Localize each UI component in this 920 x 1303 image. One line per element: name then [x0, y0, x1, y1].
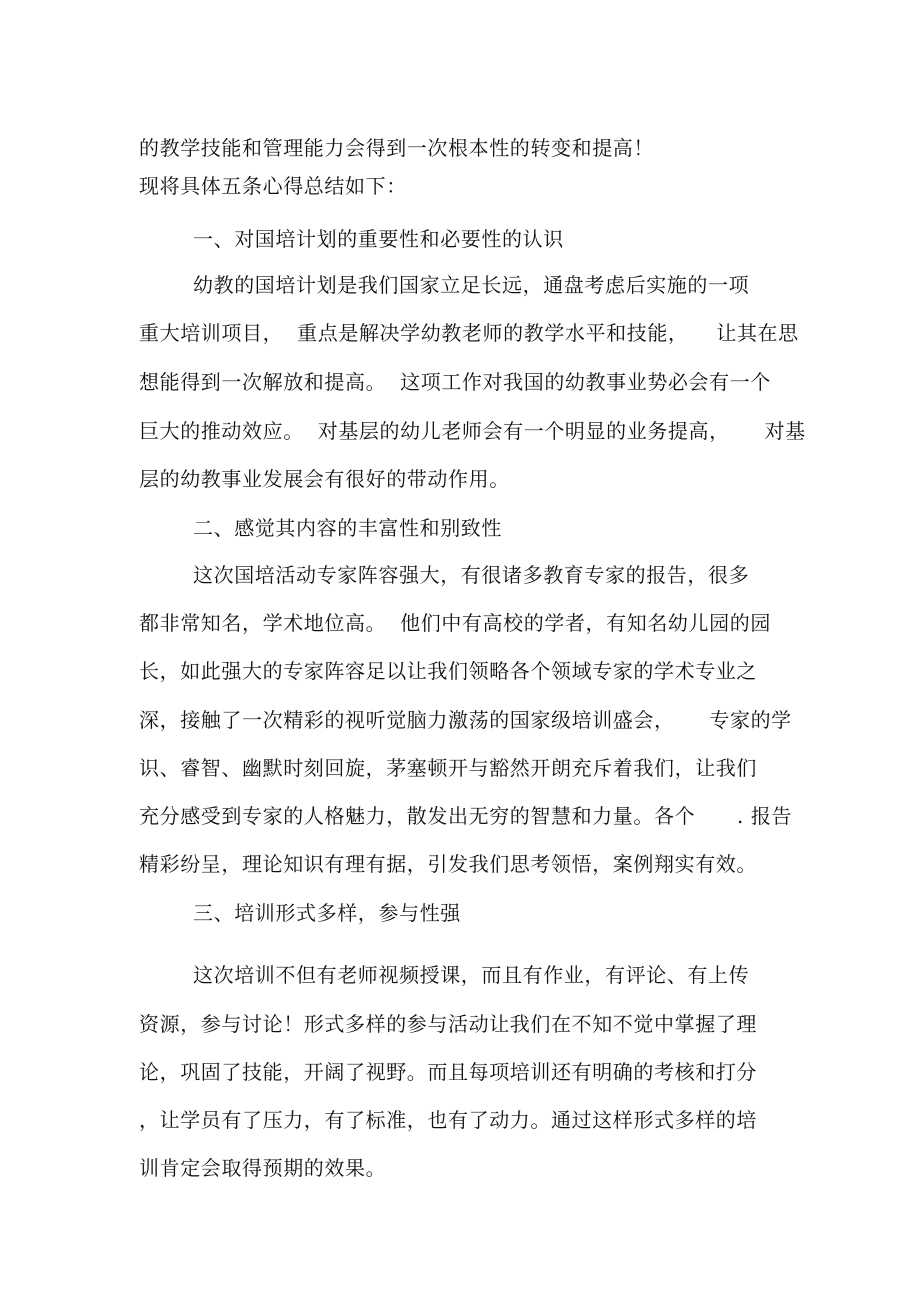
- intro-line: 的教学技能和管理能力会得到一次根本性的转变和提高！: [139, 136, 654, 160]
- paragraph-line: 层的幼教事业发展会有很好的带动作用。: [139, 467, 510, 491]
- paragraph-line: 想能得到一次解放和提高。 这项工作对我国的幼教事业势必会有一个: [139, 370, 771, 394]
- paragraph-line: 这次培训不但有老师视频授课，而且有作业，有评论、有上传: [193, 963, 750, 987]
- paragraph-line: ，让学员有了压力，有了标准，也有了动力。通过这样形式多样的培: [139, 1108, 757, 1132]
- paragraph-line: 长，如此强大的专家阵容足以让我们领略各个领域专家的学术专业之: [139, 659, 757, 683]
- paragraph-line: 论，巩固了技能，开阔了视野。而且每项培训还有明确的考核和打分: [139, 1060, 757, 1084]
- intro-line: 现将具体五条心得总结如下：: [139, 174, 407, 198]
- paragraph-line: 重大培训项目， 重点是解决学幼教老师的教学水平和技能， 让其在思: [139, 321, 799, 345]
- paragraph-line: 都非常知名，学术地位高。 他们中有高校的学者，有知名幼儿园的园: [139, 611, 771, 635]
- paragraph-line: 深，接触了一次精彩的视听觉脑力激荡的国家级培训盛会， 专家的学: [139, 708, 792, 732]
- section-heading: 二、感觉其内容的丰富性和别致性: [193, 516, 502, 540]
- paragraph-line: 巨大的推动效应。 对基层的幼儿老师会有一个明显的业务提高， 对基: [139, 419, 806, 443]
- paragraph-line: 识、睿智、幽默时刻回旋，茅塞顿开与豁然开朗充斥着我们，让我们: [139, 756, 757, 780]
- section-heading: 三、培训形式多样，参与性强: [193, 901, 461, 925]
- paragraph-line: 资源，参与讨论！形式多样的参与活动让我们在不知不觉中掌握了理: [139, 1012, 757, 1036]
- paragraph-line: 幼教的国培计划是我们国家立足长远，通盘考虑后实施的一项: [193, 273, 750, 297]
- section-heading: 一、对国培计划的重要性和必要性的认识: [193, 227, 564, 251]
- paragraph-line: 训肯定会取得预期的效果。: [139, 1156, 387, 1180]
- paragraph-line: 精彩纷呈，理论知识有理有据，引发我们思考领悟，案例翔实有效。: [139, 852, 757, 876]
- paragraph-line: 这次国培活动专家阵容强大，有很诸多教育专家的报告，很多: [193, 563, 750, 587]
- paragraph-line: 充分感受到专家的人格魅力，散发出无穷的智慧和力量。各个 . 报告: [139, 804, 793, 828]
